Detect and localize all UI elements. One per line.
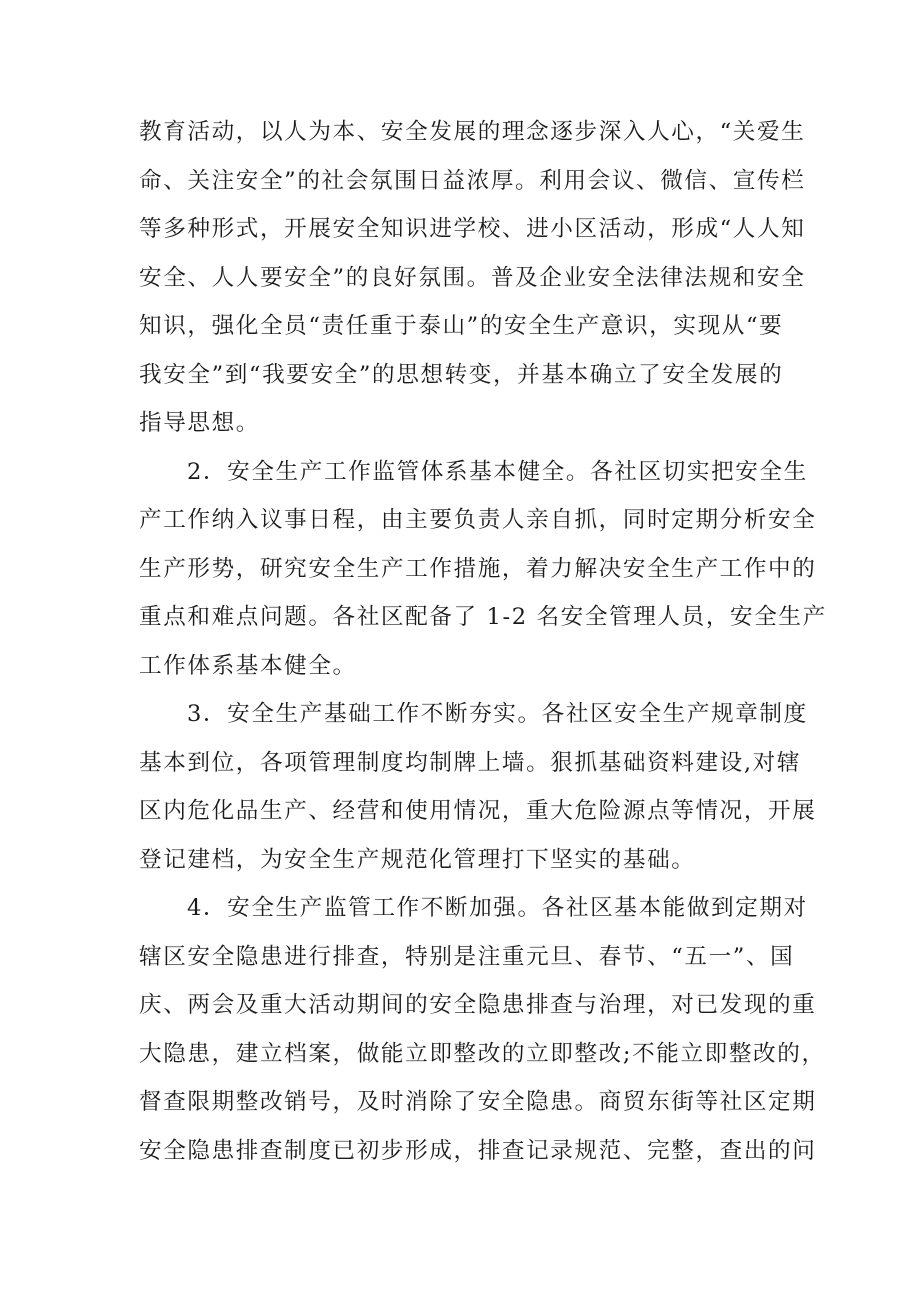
text-line: 辖区安全隐患进行排查，特别是注重元旦、春节、“五一”、国 (139, 943, 795, 970)
paragraph-3 (139, 690, 817, 884)
text-line: 区内危化品生产、经营和使用情况，重大危险源点等情况，开展 (139, 798, 817, 824)
text-line: 产工作纳入议事日程，由主要负责人亲自抓，同时定期分析安全 (139, 507, 817, 533)
text-line: 安全、人人要安全”的良好氛围。普及企业安全法律法规和安全 (139, 264, 806, 291)
paragraph-4 (139, 884, 826, 1175)
text-line: 指导思想。 (139, 410, 260, 436)
text-line: 等多种形式，开展安全知识进学校、进小区活动，形成“人人知 (139, 216, 806, 242)
text-line: 基本到位，各项管理制度均制牌上墙。狠抓基础资料建设,对辖 (139, 749, 802, 776)
text-line: 知识，强化全员“责任重于泰山”的安全生产意识，实现从“要 (139, 313, 784, 339)
text-line: 登记建档，为安全生产规范化管理打下坚实的基础。 (139, 846, 696, 873)
text-line: 2．安全生产工作监管体系基本健全。各社区切实把安全生 (187, 458, 808, 485)
text-line: 4．安全生产监管工作不断加强。各社区基本能做到定期对 (187, 895, 808, 921)
paragraph-2 (139, 448, 827, 691)
text-line: 工作体系基本健全。 (139, 652, 357, 679)
text-line: 命、关注安全”的社会氛围日益浓厚。利用会议、微信、宣传栏 (139, 167, 806, 194)
document-body (139, 108, 827, 1175)
paragraph-1 (139, 108, 806, 448)
text-line: 教育活动，以人为本、安全发展的理念逐步深入人心，“关爱生 (139, 119, 806, 145)
text-line: 重点和难点问题。各社区配备了 1-2 名安全管理人员，安全生产 (139, 604, 827, 630)
text-line: 督查限期整改销号，及时消除了安全隐患。商贸东街等社区定期 (139, 1089, 817, 1115)
text-line: 安全隐患排查制度已初步形成，排查记录规范、完整，查出的问 (139, 1137, 817, 1164)
text-line: 庆、两会及重大活动期间的安全隐患排查与治理，对已发现的重 (139, 992, 817, 1018)
text-line: 我安全”到“我要安全”的思想转变，并基本确立了安全发展的 (139, 361, 784, 388)
text-line: 3．安全生产基础工作不断夯实。各社区安全生产规章制度 (187, 701, 808, 727)
text-line: 大隐患，建立档案，做能立即整改的立即整改;不能立即整改的， (139, 1040, 826, 1067)
text-line: 生产形势，研究安全生产工作措施，着力解决安全生产工作中的 (139, 555, 817, 582)
